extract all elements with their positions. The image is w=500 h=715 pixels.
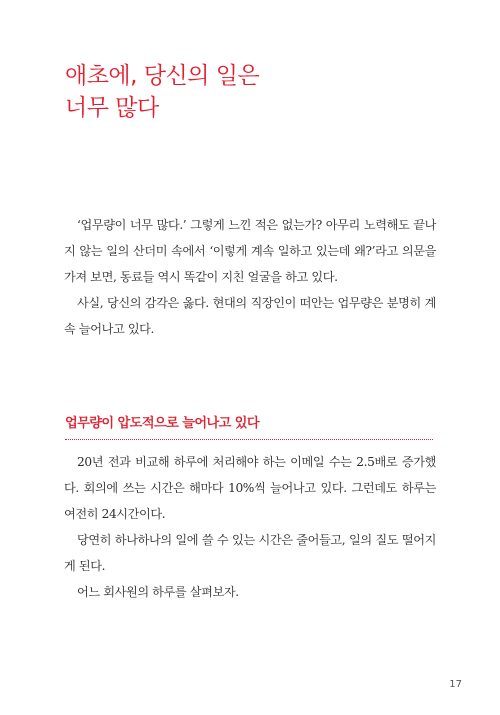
section-text (64, 449, 436, 605)
section-heading: 업무량이 압도적으로 늘어나고 있다 (65, 412, 433, 440)
chapter-title-line-2: 너무 많다 (65, 95, 159, 121)
section-paragraph-1: 20년 전과 비교해 하루에 처리해야 하는 이메일 수는 2.5배로 증가했다. 회의에 쓰는 시간은 해마다 10%씩 늘어나고 있다. 그런데도 하루는 여전히 24시간이다. (64, 455, 436, 521)
section-paragraph-3: 어느 회사원의 하루를 살펴보자. (77, 585, 239, 599)
page-number: 17 (449, 679, 462, 690)
chapter-title (65, 60, 259, 124)
intro-text (64, 212, 436, 342)
section-paragraph-2: 당연히 하나하나의 일에 쓸 수 있는 시간은 줄어들고, 일의 질도 떨어지게 된다. (64, 533, 436, 573)
intro-paragraph-2: 사실, 당신의 감각은 옳다. 현대의 직장인이 떠안는 업무량은 분명히 계속 늘어나고 있다. (64, 296, 436, 336)
chapter-title-line-1: 애초에, 당신의 일은 (65, 63, 260, 89)
intro-paragraph-1: ‘업무량이 너무 많다.’ 그렇게 느낀 적은 없는가? 아무리 노력해도 끝나지 않는 일의 산더미 속에서 ‘이렇게 계속 일하고 있는데 왜?’라고 의문을 가져 보면, 동료들 역시 똑같이 지친 얼굴을 하고 있다. (64, 218, 436, 284)
